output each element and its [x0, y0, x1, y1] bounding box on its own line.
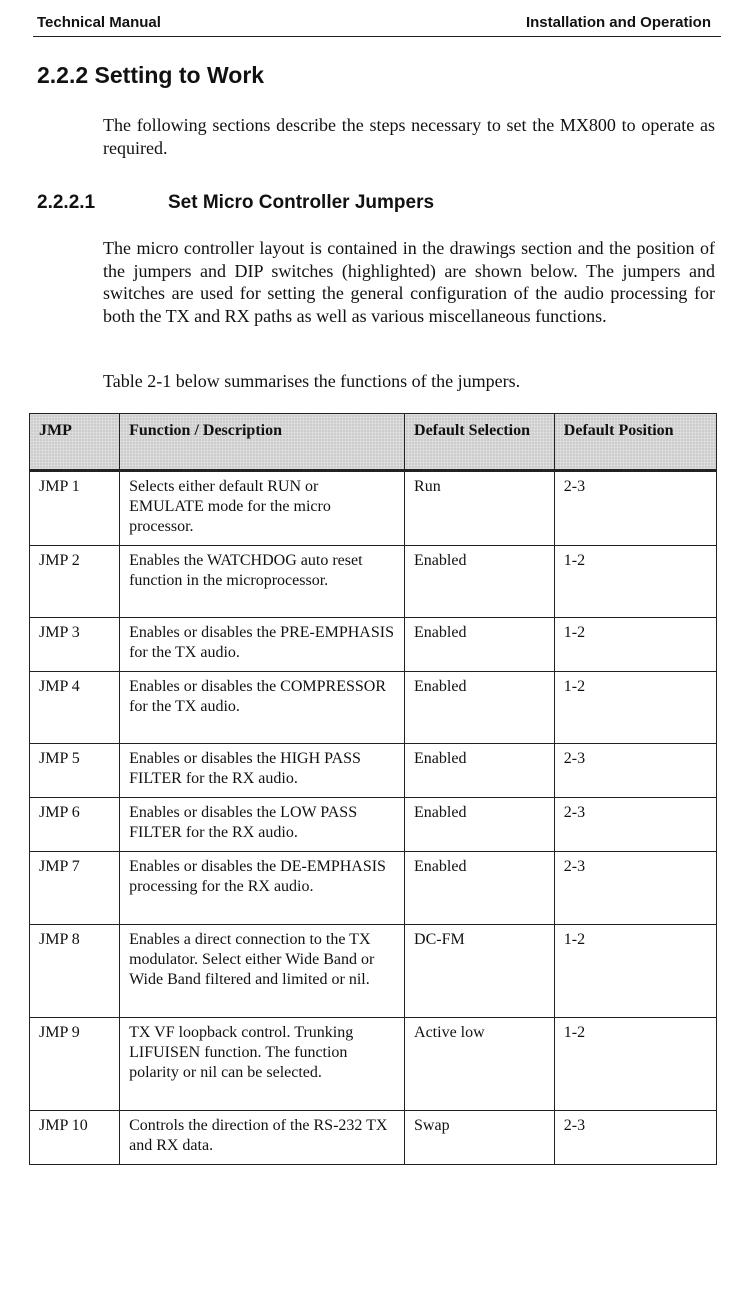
table-body [30, 471, 717, 1165]
jmp-cell: JMP 4 [30, 672, 120, 744]
table-row [30, 1111, 717, 1165]
table-row [30, 471, 717, 546]
default-selection-cell: Run [405, 471, 555, 546]
col-header-function: Function / Description [120, 414, 405, 471]
default-selection-cell: DC-FM [405, 925, 555, 1018]
intro-paragraph: The following sections describe the steps necessary to set the MX800 to operate as required. [103, 115, 715, 158]
jmp-cell: JMP 2 [30, 546, 120, 618]
col-header-default-position: Default Position [554, 414, 716, 471]
default-position-cell: 1-2 [554, 672, 716, 744]
page-header [33, 12, 721, 37]
jmp-cell: JMP 10 [30, 1111, 120, 1165]
default-selection-cell: Enabled [405, 798, 555, 852]
jmp-cell: JMP 3 [30, 618, 120, 672]
description-cell: Enables or disables the HIGH PASS FILTER for the RX audio. [120, 744, 405, 798]
description-cell: Enables a direct connection to the TX modulator. Select either Wide Band or Wide Band filtered and limited or nil. [120, 925, 405, 1018]
col-header-jmp: JMP [30, 414, 120, 471]
table-row [30, 1018, 717, 1111]
default-selection-cell: Enabled [405, 618, 555, 672]
default-selection-cell: Enabled [405, 672, 555, 744]
table-row [30, 852, 717, 925]
table-row [30, 925, 717, 1018]
section-heading: 2.2.2 Setting to Work [37, 62, 265, 88]
header-right: Installation and Operation [525, 14, 711, 31]
default-selection-cell: Enabled [405, 546, 555, 618]
table-row [30, 744, 717, 798]
default-selection-cell: Swap [405, 1111, 555, 1165]
jmp-cell: JMP 5 [30, 744, 120, 798]
jumper-table [29, 413, 717, 1165]
table-row [30, 672, 717, 744]
jmp-cell: JMP 8 [30, 925, 120, 1018]
jmp-cell: JMP 1 [30, 471, 120, 546]
table-row [30, 798, 717, 852]
description-cell: Enables or disables the LOW PASS FILTER for the RX audio. [120, 798, 405, 852]
subsection-number: 2.2.2.1 [37, 192, 96, 213]
table-reference: Table 2-1 below summarises the functions of the jumpers. [103, 371, 521, 391]
description-cell: Selects either default RUN or EMULATE mode for the micro processor. [120, 471, 405, 546]
default-position-cell: 1-2 [554, 1018, 716, 1111]
table-row [30, 618, 717, 672]
description-cell: Enables or disables the COMPRESSOR for the TX audio. [120, 672, 405, 744]
default-position-cell: 2-3 [554, 852, 716, 925]
default-position-cell: 1-2 [554, 925, 716, 1018]
default-selection-cell: Enabled [405, 852, 555, 925]
description-cell: Enables or disables the DE-EMPHASIS processing for the RX audio. [120, 852, 405, 925]
default-position-cell: 2-3 [554, 471, 716, 546]
default-position-cell: 2-3 [554, 798, 716, 852]
jmp-cell: JMP 7 [30, 852, 120, 925]
description-cell: Controls the direction of the RS-232 TX and RX data. [120, 1111, 405, 1165]
default-position-cell: 2-3 [554, 1111, 716, 1165]
header-left: Technical Manual [37, 14, 161, 31]
table-header-row [30, 414, 717, 471]
jmp-cell: JMP 9 [30, 1018, 120, 1111]
default-position-cell: 2-3 [554, 744, 716, 798]
default-selection-cell: Active low [405, 1018, 555, 1111]
default-position-cell: 1-2 [554, 618, 716, 672]
default-selection-cell: Enabled [405, 744, 555, 798]
subsection-title: Set Micro Controller Jumpers [168, 192, 435, 213]
table-row [30, 546, 717, 618]
description-cell: TX VF loopback control. Trunking LIFUISEN function. The function polarity or nil can be selected. [120, 1018, 405, 1111]
description-cell: Enables or disables the PRE-EMPHASIS for the TX audio. [120, 618, 405, 672]
body-paragraph: The micro controller layout is contained in the drawings section and the position of the jumpers and DIP switches (highlighted) are shown below. The jumpers and switches are used for setting the general configuration of the audio processing for both the TX and RX paths as well as various miscellaneous functions. [103, 238, 715, 326]
col-header-default-selection: Default Selection [405, 414, 555, 471]
default-position-cell: 1-2 [554, 546, 716, 618]
jmp-cell: JMP 6 [30, 798, 120, 852]
description-cell: Enables the WATCHDOG auto reset function in the microprocessor. [120, 546, 405, 618]
